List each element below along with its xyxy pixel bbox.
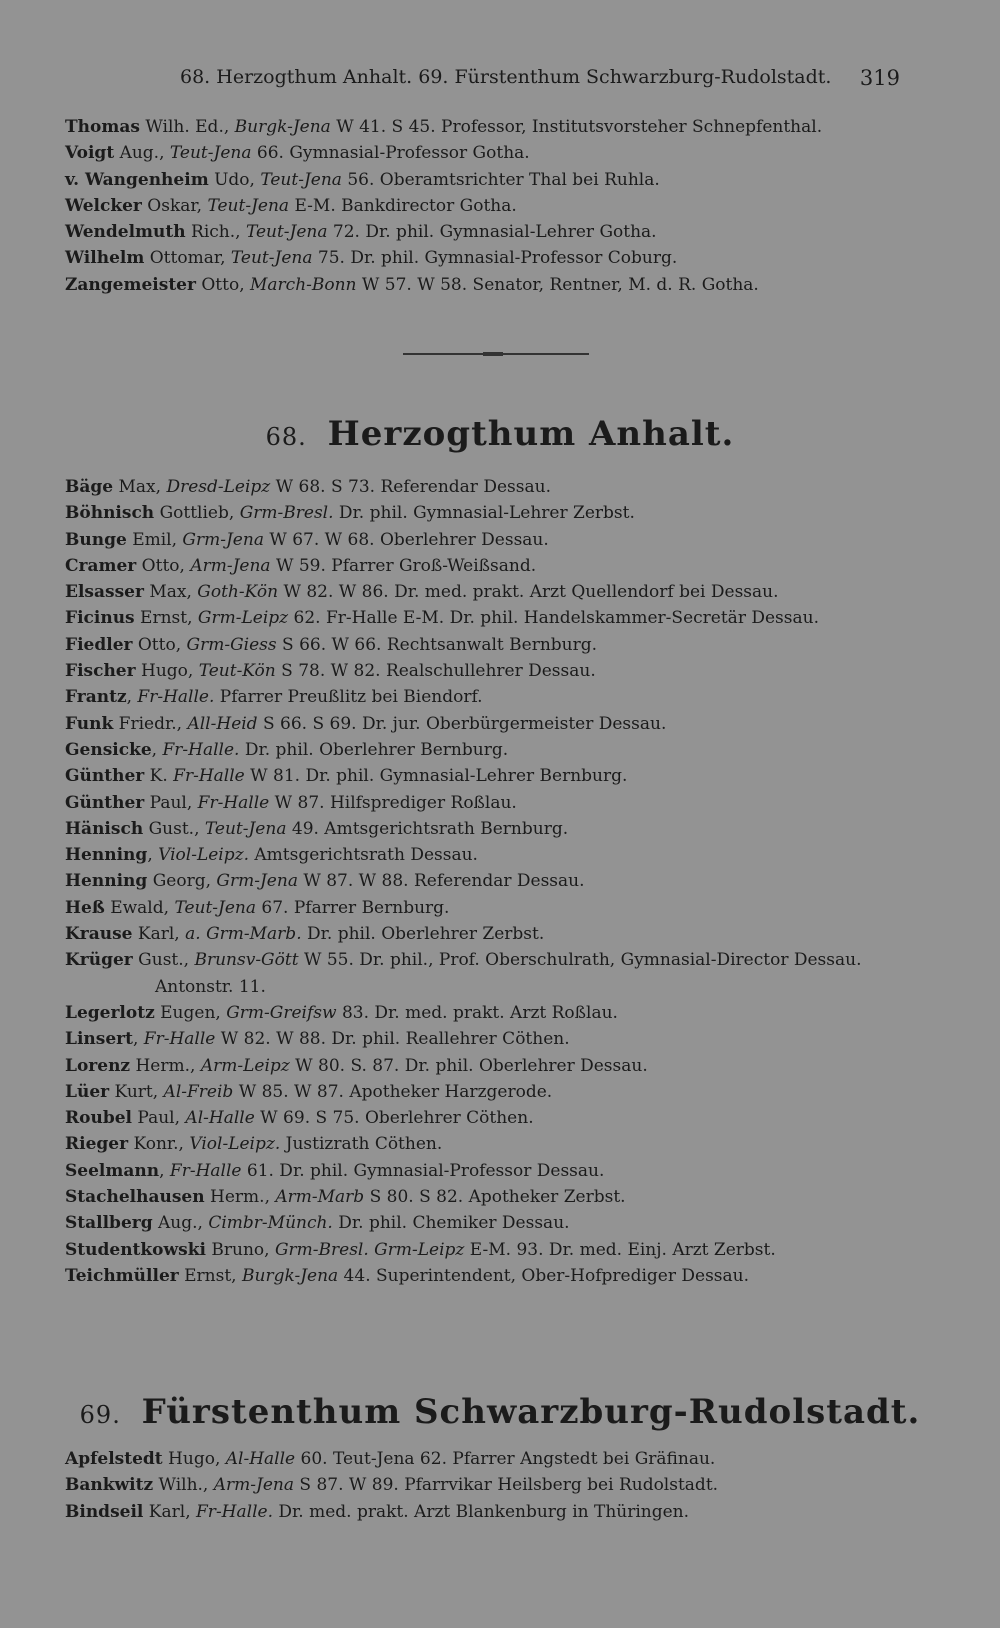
entry-details: Pfarrer Preußlitz bei Biendorf.	[214, 687, 483, 708]
entry-details: 60. Teut-Jena 62. Pfarrer Angstedt bei Gräfinau.	[295, 1449, 716, 1469]
list-item	[65, 193, 945, 219]
entry-given-name: Herm.,	[130, 1055, 201, 1076]
entry-details: W 67. W 68. Oberlehrer Dessau.	[263, 529, 549, 550]
list-item	[65, 1000, 945, 1026]
entry-given-name: Aug.,	[114, 143, 170, 164]
entry-association: Grm-Greifsw	[226, 1002, 337, 1023]
entry-name: Teichmüller	[65, 1265, 179, 1286]
entry-address: Antonstr. 11.	[155, 976, 266, 997]
list-item	[65, 658, 945, 684]
entry-given-name: Rich.,	[185, 222, 246, 243]
list-item	[65, 1446, 945, 1472]
entry-association: Fr-Halle.	[196, 1501, 273, 1522]
entry-given-name: ,	[151, 739, 163, 760]
entry-name: Fischer	[65, 661, 136, 682]
page-number: 319	[859, 66, 900, 90]
entry-association: Grm-Jena	[216, 871, 298, 892]
entry-association: Burgk-Jena	[242, 1265, 339, 1286]
list-item	[65, 1499, 945, 1525]
entry-association: Arm-Jena	[213, 1475, 294, 1496]
rudolstadt-entry-list	[65, 1446, 945, 1525]
list-item	[65, 1079, 945, 1105]
list-item	[65, 474, 945, 500]
entry-given-name: ,	[159, 1160, 170, 1181]
entry-given-name: Wilh. Ed.,	[139, 117, 235, 137]
entry-name: Welcker	[65, 195, 142, 216]
entry-details: W 81. Dr. phil. Gymnasial-Lehrer Bernburg.	[244, 766, 628, 787]
list-item	[65, 579, 945, 605]
entry-name: Zangemeister	[65, 274, 196, 295]
entry-name: Voigt	[65, 143, 115, 164]
entry-name: Legerlotz	[65, 1002, 155, 1023]
entry-name: Roubel	[65, 1108, 132, 1129]
entry-association: Grm-Bresl. Grm-Leipz	[274, 1239, 465, 1260]
entry-name: Krause	[65, 924, 133, 945]
anhalt-entry-list	[65, 474, 945, 1289]
entry-details: S 87. W 89. Pfarrvikar Heilsberg bei Rudolstadt.	[293, 1475, 719, 1496]
entry-given-name: Ottomar,	[144, 248, 231, 269]
list-item	[65, 737, 945, 763]
entry-details: E-M. 93. Dr. med. Einj. Arzt Zerbst.	[464, 1239, 776, 1260]
entry-given-name: Wilh.,	[153, 1475, 214, 1496]
entry-given-name: Udo,	[208, 169, 261, 190]
entry-association: Arm-Jena	[190, 555, 271, 576]
entry-association: All-Heid	[187, 713, 258, 734]
list-item	[65, 947, 945, 1000]
entry-details: Dr. med. prakt. Arzt Blankenburg in Thüringen.	[272, 1501, 690, 1522]
entry-given-name: Ernst,	[178, 1265, 242, 1286]
entry-details: Dr. phil. Gymnasial-Lehrer Zerbst.	[333, 503, 635, 524]
entry-details: W 85. W 87. Apotheker Harzgerode.	[233, 1081, 553, 1102]
running-header	[180, 66, 900, 96]
list-item	[65, 1237, 945, 1263]
entry-details: 66. Gymnasial-Professor Gotha.	[251, 143, 530, 164]
entry-given-name: Oskar,	[141, 195, 208, 216]
entry-association: Fr-Halle	[173, 766, 245, 787]
entry-association: Fr-Halle	[169, 1160, 242, 1181]
entry-name: Frantz	[65, 687, 127, 708]
entry-name: Bankwitz	[65, 1475, 154, 1496]
entry-given-name: Bruno,	[205, 1239, 275, 1260]
entry-association: Teut-Kön	[198, 661, 276, 682]
list-item	[65, 763, 945, 789]
entry-name: Bäge	[65, 477, 114, 497]
list-item	[65, 895, 945, 921]
entry-given-name: Eugen,	[154, 1002, 227, 1023]
entry-name: Henning	[65, 871, 148, 892]
entry-given-name: Karl,	[143, 1501, 197, 1522]
entry-association: Goth-Kön	[197, 582, 279, 603]
entry-given-name: ,	[126, 687, 138, 708]
entry-name: Lüer	[65, 1081, 110, 1102]
entry-given-name: Ewald,	[104, 897, 175, 918]
entry-details: Amtsgerichtsrath Dessau.	[249, 845, 478, 866]
entry-given-name: Hugo,	[135, 661, 199, 682]
entry-name: Thomas	[65, 117, 140, 137]
entry-association: Al-Halle	[185, 1108, 255, 1129]
entry-details: S 66. S 69. Dr. jur. Oberbürgermeister Dessau.	[257, 713, 667, 734]
list-item	[65, 114, 945, 140]
list-item	[65, 684, 945, 710]
entry-details: 56. Oberamtsrichter Thal bei Ruhla.	[341, 169, 660, 190]
entry-name: Bunge	[65, 529, 127, 550]
entry-details: 83. Dr. med. prakt. Arzt Roßlau.	[336, 1002, 618, 1023]
entry-association: Grm-Jena	[182, 529, 264, 550]
entry-name: Böhnisch	[65, 503, 155, 524]
entry-details: Justizrath Cöthen.	[280, 1134, 443, 1155]
list-item	[65, 1184, 945, 1210]
entry-details: W 68. S 73. Referendar Dessau.	[270, 477, 551, 497]
entry-name: Seelmann	[65, 1160, 160, 1181]
entry-given-name: Herm.,	[204, 1187, 276, 1208]
list-item	[65, 868, 945, 894]
list-item	[65, 842, 945, 868]
entry-given-name: Ernst,	[134, 608, 198, 629]
section-heading-rudolstadt	[0, 1392, 1000, 1432]
entry-association: Fr-Halle.	[162, 739, 240, 760]
entry-association: Teut-Jena	[174, 897, 257, 918]
entry-name: Stallberg	[65, 1213, 153, 1234]
entry-association: Teut-Jena	[230, 248, 313, 269]
entry-given-name: Emil,	[126, 529, 183, 550]
list-item	[65, 272, 945, 298]
entry-details: 44. Superintendent, Ober-Hofprediger Dessau.	[338, 1265, 750, 1286]
entry-details: 61. Dr. phil. Gymnasial-Professor Dessau.	[241, 1160, 605, 1181]
entry-association: a. Grm-Marb.	[185, 924, 302, 945]
entry-name: Henning	[65, 845, 148, 866]
entry-name: Wilhelm	[65, 248, 145, 269]
list-item	[65, 167, 945, 193]
entry-given-name: Gust.,	[132, 950, 195, 971]
entry-details: W 82. W 88. Dr. phil. Reallehrer Cöthen.	[215, 1029, 570, 1050]
entry-given-name: Otto,	[132, 634, 187, 655]
continued-entry-list	[65, 114, 945, 298]
entry-name: Apfelstedt	[65, 1449, 163, 1469]
entry-details: Dr. phil. Chemiker Dessau.	[332, 1213, 570, 1234]
list-item	[65, 605, 945, 631]
entry-details: W 55. Dr. phil., Prof. Oberschulrath, Gymnasial-Director Dessau.	[298, 950, 862, 971]
entry-association: Teut-Jena	[204, 818, 287, 839]
entry-association: Viol-Leipz.	[158, 845, 249, 866]
entry-given-name: K.	[144, 766, 174, 787]
list-item	[65, 140, 945, 166]
entry-name: Günther	[65, 766, 145, 787]
section-number: 68.	[265, 423, 307, 451]
entry-association: Teut-Jena	[260, 169, 342, 190]
entry-given-name: Paul,	[144, 792, 198, 813]
entry-association: Teut-Jena	[207, 195, 290, 216]
entry-details: 72. Dr. phil. Gymnasial-Lehrer Gotha.	[327, 222, 657, 243]
entry-details: W 57. W 58. Senator, Rentner, M. d. R. Gotha.	[356, 274, 759, 295]
entry-association: Fr-Halle.	[137, 687, 215, 708]
entry-association: Cimbr-Münch.	[208, 1213, 333, 1234]
list-item	[65, 219, 945, 245]
list-item	[65, 816, 945, 842]
entry-association: Grm-Leipz	[197, 608, 289, 629]
entry-details: Dr. phil. Oberlehrer Bernburg.	[239, 739, 509, 760]
entry-details: E-M. Bankdirector Gotha.	[289, 195, 517, 216]
list-item	[65, 1210, 945, 1236]
entry-details: 67. Pfarrer Bernburg.	[256, 897, 450, 918]
entry-given-name: Georg,	[147, 871, 217, 892]
entry-given-name: ,	[132, 1029, 144, 1050]
entry-name: Fiedler	[65, 634, 133, 655]
entry-given-name: ,	[147, 845, 159, 866]
list-item	[65, 500, 945, 526]
entry-given-name: Otto,	[136, 555, 191, 576]
entry-details: 75. Dr. phil. Gymnasial-Professor Coburg.	[312, 248, 678, 269]
entry-details: W 59. Pfarrer Groß-Weißsand.	[270, 555, 537, 576]
entry-name: Stachelhausen	[65, 1187, 205, 1208]
list-item	[65, 1131, 945, 1157]
entry-details: S 78. W 82. Realschullehrer Dessau.	[275, 661, 596, 682]
entry-given-name: Paul,	[132, 1108, 186, 1129]
entry-name: Studentkowski	[65, 1239, 206, 1260]
list-item	[65, 1263, 945, 1289]
entry-given-name: Hugo,	[162, 1449, 226, 1469]
entry-details: S 80. S 82. Apotheker Zerbst.	[364, 1187, 626, 1208]
entry-details: Dr. phil. Oberlehrer Zerbst.	[301, 924, 545, 945]
entry-given-name: Aug.,	[152, 1213, 209, 1234]
entry-details: W 87. Hilfsprediger Roßlau.	[269, 792, 517, 813]
entry-name: Rieger	[65, 1134, 129, 1155]
entry-association: Al-Freib	[163, 1081, 234, 1102]
entry-details: W 87. W 88. Referendar Dessau.	[297, 871, 585, 892]
entry-given-name: Max,	[143, 582, 198, 603]
entry-name: Funk	[65, 713, 114, 734]
entry-given-name: Karl,	[132, 924, 186, 945]
entry-association: Viol-Leipz.	[189, 1134, 281, 1155]
list-item	[65, 1026, 945, 1052]
entry-given-name: Max,	[113, 477, 167, 497]
entry-details: W 80. S. 87. Dr. phil. Oberlehrer Dessau.	[289, 1055, 648, 1076]
entry-name: Günther	[65, 792, 145, 813]
entry-given-name: Otto,	[195, 274, 250, 295]
entry-association: Dresd-Leipz	[166, 477, 271, 497]
section-number: 69.	[79, 1401, 121, 1429]
entry-association: Brunsv-Gött	[194, 950, 299, 971]
entry-details: S 66. W 66. Rechtsanwalt Bernburg.	[276, 634, 598, 655]
entry-name: Cramer	[65, 555, 137, 576]
entry-given-name: Friedr.,	[113, 713, 188, 734]
entry-given-name: Konr.,	[128, 1134, 190, 1155]
list-item	[65, 921, 945, 947]
section-title: Fürstenthum Schwarzburg-Rudolstadt.	[141, 1392, 921, 1432]
entry-name: Hänisch	[65, 818, 144, 839]
list-item	[65, 711, 945, 737]
list-item	[65, 245, 945, 271]
entry-name: v. Wangenheim	[65, 169, 209, 190]
entry-name: Krüger	[65, 950, 133, 971]
entry-name: Heß	[65, 897, 105, 918]
entry-details: W 82. W 86. Dr. med. prakt. Arzt Quellendorf bei Dessau.	[278, 582, 779, 603]
entry-given-name: Gottlieb,	[154, 503, 240, 524]
list-item	[65, 1053, 945, 1079]
entry-name: Linsert	[65, 1029, 133, 1050]
entry-association: Grm-Bresl.	[239, 503, 334, 524]
entry-association: Al-Halle	[225, 1449, 296, 1469]
entry-name: Ficinus	[65, 608, 135, 629]
entry-name: Wendelmuth	[65, 222, 186, 243]
list-item	[65, 1105, 945, 1131]
entry-details: W 41. S 45. Professor, Institutsvorsteher Schnepfenthal.	[330, 117, 823, 137]
entry-name: Lorenz	[65, 1055, 131, 1076]
entry-association: Arm-Leipz	[200, 1055, 290, 1076]
entry-name: Gensicke	[65, 739, 152, 760]
entry-name: Bindseil	[65, 1501, 144, 1522]
entry-name: Elsasser	[65, 582, 144, 603]
entry-given-name: Kurt,	[109, 1081, 164, 1102]
entry-given-name: Gust.,	[143, 818, 205, 839]
entry-association: Fr-Halle	[143, 1029, 216, 1050]
entry-details: 62. Fr-Halle E-M. Dr. phil. Handelskammer-Secretär Dessau.	[288, 608, 819, 629]
entry-association: Arm-Marb	[275, 1187, 365, 1208]
list-item	[65, 553, 945, 579]
section-heading-anhalt	[0, 414, 1000, 454]
section-divider	[403, 353, 589, 355]
entry-association: March-Bonn	[250, 274, 357, 295]
entry-details: 49. Amtsgerichtsrath Bernburg.	[286, 818, 569, 839]
running-title: 68. Herzogthum Anhalt. 69. Fürstenthum Schwarzburg-Rudolstadt.	[180, 66, 832, 88]
list-item	[65, 1472, 945, 1498]
entry-association: Burgk-Jena	[234, 117, 331, 137]
list-item	[65, 1158, 945, 1184]
entry-association: Teut-Jena	[245, 222, 328, 243]
list-item	[65, 527, 945, 553]
list-item	[65, 790, 945, 816]
entry-association: Grm-Giess	[186, 634, 277, 655]
entry-association: Fr-Halle	[197, 792, 270, 813]
entry-association: Teut-Jena	[169, 143, 252, 164]
entry-details: W 69. S 75. Oberlehrer Cöthen.	[254, 1108, 534, 1129]
list-item	[65, 632, 945, 658]
section-title: Herzogthum Anhalt.	[327, 414, 735, 454]
